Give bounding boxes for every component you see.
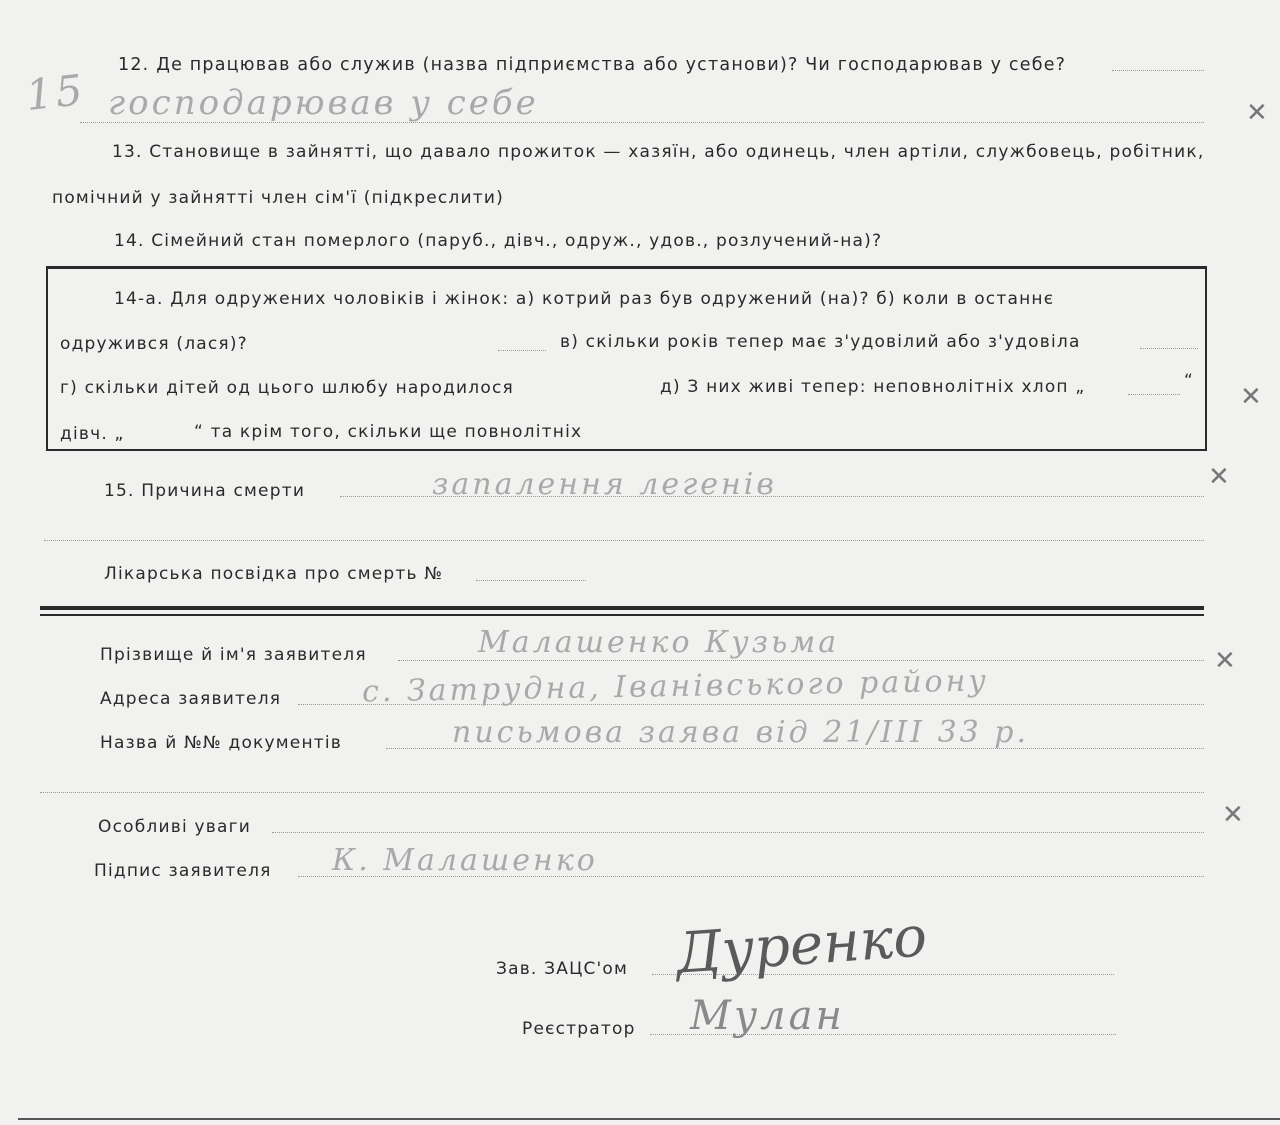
edge-mark-icon: ✕ <box>1240 382 1262 412</box>
q14-label: 14. Сімейний стан померлого (паруб., дівч., одруж., удов., розлучений-на)? <box>114 231 883 251</box>
applicant-name-value: Малашенко Кузьма <box>478 625 840 660</box>
bottom-edge-rule <box>18 1118 1280 1120</box>
applicant-name-line <box>398 660 1204 661</box>
q14a-line3c: “ <box>1184 371 1195 391</box>
certificate-line <box>476 580 586 581</box>
edge-mark-icon: ✕ <box>1246 98 1268 128</box>
q15-answer: запалення легенів <box>432 467 777 502</box>
head-signature: Дуренко <box>674 904 929 987</box>
q12-label: 12. Де працював або служив (назва підприємства або установи)? Чи господарював у себе? <box>118 55 1067 75</box>
q13-line1: 13. Становище в зайнятті, що давало прожиток — хазяїн, або одинець, член артіли, службовець, робітник, <box>112 142 1205 162</box>
q14a-line2b: в) скільки років тепер має з'удовілий або з'удовіла <box>560 332 1081 352</box>
applicant-docs-value: письмова заява від 21/III 33 р. <box>452 715 1030 750</box>
applicant-notes-line <box>272 832 1204 833</box>
q15-line2 <box>44 540 1204 541</box>
separator-rule-thin <box>40 614 1204 616</box>
q14a-line2b-field <box>1140 348 1198 349</box>
edge-mark-icon: ✕ <box>1214 646 1236 676</box>
q14a-line2-field <box>498 350 546 351</box>
q12-margin-note: 15 <box>23 65 88 120</box>
certificate-label: Лікарська посвідка про смерть № <box>104 564 444 584</box>
separator-rule-thick <box>40 606 1204 610</box>
q14a-line3b: д) З них живі тепер: неповнолітніх хлоп „ <box>660 377 1086 397</box>
registrar-label: Реєстратор <box>522 1019 636 1039</box>
q12-answer: господарював у себе <box>108 83 539 123</box>
q12-answer-line <box>80 122 1204 123</box>
q14a-line2a: одружився (лася)? <box>60 334 248 354</box>
q14a-line3-field <box>1128 394 1180 395</box>
applicant-notes-label: Особливі уваги <box>98 817 251 837</box>
q13-line2: помічний у зайнятті член сім'ї (підкреслити) <box>52 188 504 208</box>
q14a-line4b: “ та крім того, скільки ще повнолітніх <box>194 422 583 442</box>
q14a-line3a: г) скільки дітей од цього шлюбу народилося <box>60 378 514 398</box>
applicant-docs-line2 <box>40 792 1204 793</box>
head-label: Зав. ЗАЦС'ом <box>496 959 629 979</box>
applicant-signature-value: К. Малашенко <box>332 843 598 878</box>
applicant-name-label: Прізвище й ім'я заявителя <box>100 645 367 665</box>
q14a-line4a: дівч. „ <box>60 424 125 444</box>
q12-line <box>1112 70 1204 71</box>
q15-label: 15. Причина смерти <box>104 481 306 501</box>
applicant-signature-label: Підпис заявителя <box>94 861 272 881</box>
applicant-address-label: Адреса заявителя <box>100 689 282 709</box>
q14a-line1: 14-а. Для одружених чоловіків і жінок: а) котрий раз був одружений (на)? б) коли в останнє <box>114 289 1055 309</box>
edge-mark-icon: ✕ <box>1222 800 1244 830</box>
applicant-docs-label: Назва й №№ документів <box>100 733 343 753</box>
registrar-signature: Мулан <box>690 993 845 1039</box>
applicant-address-value: с. Затрудна, Іванівського району <box>361 663 990 710</box>
edge-mark-icon: ✕ <box>1208 462 1230 492</box>
